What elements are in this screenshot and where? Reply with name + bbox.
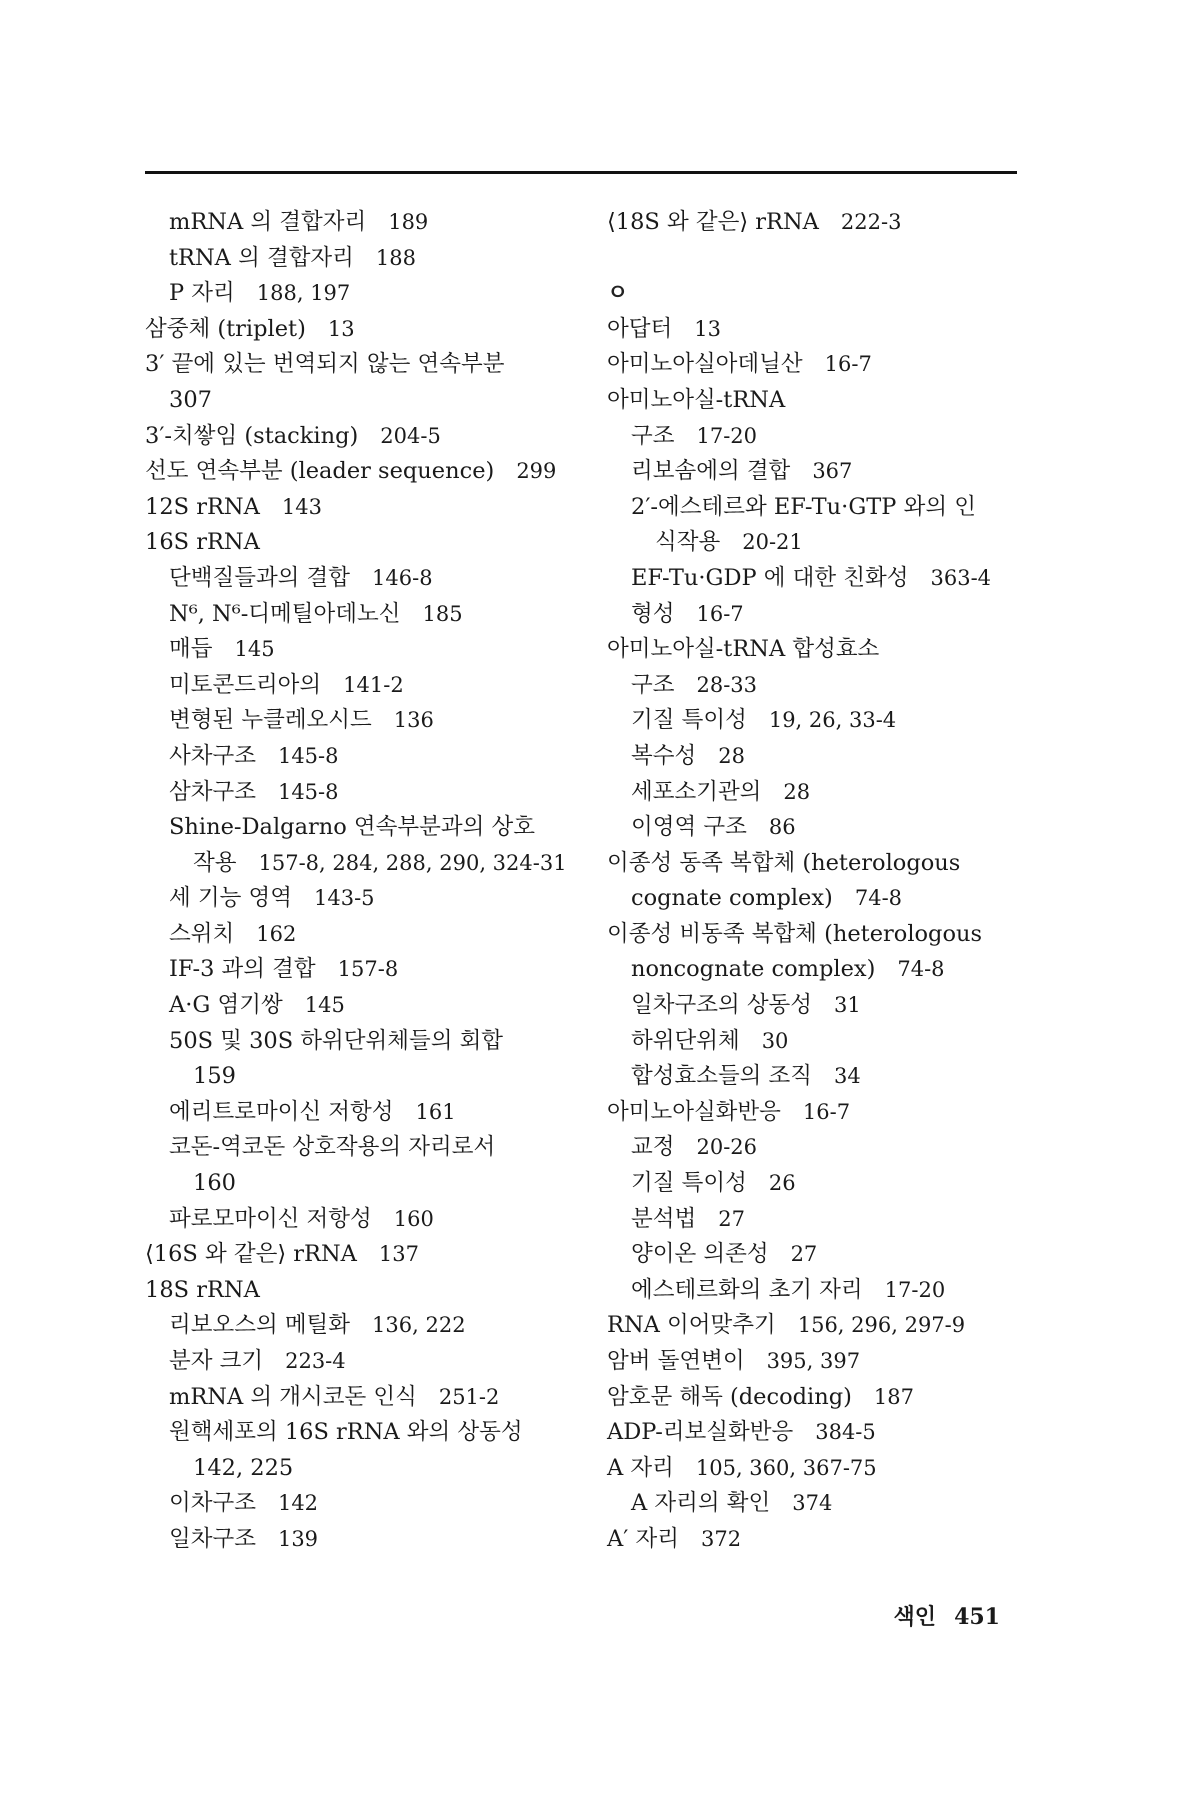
index-term: 일차구조 [169,1525,256,1552]
index-term: 아미노아실화반응 [607,1098,781,1125]
index-term: EF-Tu·GDP 에 대한 친화성 [631,564,909,591]
index-entry [145,454,585,490]
index-entry [607,561,1027,597]
index-term: 구조 [631,671,675,698]
index-term: N⁶, N⁶-디메틸아데노신 [169,600,401,627]
index-term: 파로모마이신 저항성 [169,1205,372,1232]
index-entry [607,347,1027,383]
index-term: 142, 225 [193,1454,294,1481]
index-term: 12S rRNA [145,493,260,520]
index-entry [607,988,1027,1024]
index-term: mRNA 의 결합자리 [169,209,367,235]
index-entry [607,810,1027,846]
index-pages: 27 [790,1242,818,1267]
index-term: 리보솜에의 결합 [631,458,791,485]
index-entry [145,419,585,455]
index-entry [145,988,585,1024]
index-pages: 16-7 [802,1099,851,1124]
index-term: 일차구조의 상동성 [631,992,813,1019]
index-term: 미토콘드리아의 [169,671,322,698]
index-entry [145,1166,585,1202]
index-term: 세 기능 영역 [169,885,292,912]
index-term: A·G 염기쌍 [169,992,283,1019]
index-entry [607,597,1027,633]
index-term: 이종성 동족 복합체 (heterologous [607,849,961,876]
index-term: mRNA 의 개시코돈 인식 [169,1383,417,1410]
index-entry [607,490,1027,526]
index-term: 교정 [631,1134,675,1161]
index-term: 구조 [631,422,675,449]
index-term: 2′-에스테르와 EF-Tu·GTP 와의 인 [631,493,976,520]
index-term: 에리트로마이신 저항성 [169,1098,394,1125]
index-entry [145,846,585,882]
index-entry [145,1273,585,1309]
index-pages: 143 [281,494,322,519]
index-entry [607,1130,1027,1166]
index-entry [145,668,585,704]
index-term: ⟨18S 와 같은⟩ rRNA [607,209,819,235]
index-entry [145,1202,585,1238]
index-pages: 19, 26, 33-4 [768,708,897,733]
index-entry [145,205,585,241]
index-entry [145,703,585,739]
index-column-left [145,205,585,1558]
index-entry [607,1380,1027,1416]
index-pages: 185 [422,601,463,626]
index-term: RNA 이어맞추기 [607,1312,776,1339]
index-pages: 30 [761,1028,789,1053]
index-pages: 251-2 [438,1384,500,1409]
index-pages: 367 [812,459,853,484]
index-pages: 363-4 [930,565,992,590]
index-term: 기질 특이성 [631,1170,747,1197]
index-entry [607,241,1027,277]
index-pages: 187 [873,1384,914,1409]
index-column-right [607,205,1027,1558]
index-term: 복수성 [631,742,697,769]
index-pages: 157-8, 284, 288, 290, 324-31 [258,850,567,875]
index-pages: 189 [388,210,429,234]
page-number: 451 [954,1604,1000,1630]
index-pages: 141-2 [343,672,404,697]
index-entry [145,1451,585,1487]
index-pages: 28 [783,779,811,804]
index-term: A 자리의 확인 [631,1490,771,1517]
index-term: 매듭 [169,636,213,663]
index-term: 16S rRNA [145,529,260,556]
index-entry [607,525,1027,561]
index-entry [145,347,585,383]
index-pages: 145 [304,993,345,1018]
index-entry [145,561,585,597]
index-entry [607,881,1027,917]
index-entry [607,917,1027,953]
index-pages: 223-4 [285,1349,346,1373]
header-rule [145,171,1017,174]
index-entry [607,1344,1027,1380]
index-term: 아답터 [607,315,673,342]
index-entry [607,1202,1027,1238]
index-pages: 188 [375,245,416,270]
index-entry [145,1415,585,1451]
index-term: 이종성 비동족 복합체 (heterologous [607,920,983,947]
index-pages: 86 [768,815,796,840]
index-entry [607,1273,1027,1309]
index-entry [145,632,585,668]
index-term: 18S rRNA [145,1276,260,1303]
index-term: 3′ 끝에 있는 번역되지 않는 연속부분 [145,351,505,378]
index-entry [607,775,1027,811]
index-pages: 74-8 [854,886,903,911]
footer-label: 색인 [893,1604,937,1630]
index-pages: 28 [718,743,745,768]
index-entry [607,383,1027,419]
index-pages: 74-8 [897,957,945,982]
index-pages: 157-8 [337,957,399,982]
index-pages: 136 [393,708,434,733]
index-entry [607,668,1027,704]
index-term: ADP-리보실화반응 [607,1419,794,1446]
index-entry [145,383,585,419]
index-pages: 145 [234,637,275,662]
index-entry [607,454,1027,490]
index-entry [145,1344,585,1380]
index-term: 형성 [631,600,675,627]
index-term: 합성효소들의 조직 [631,1063,813,1090]
index-pages: 105, 360, 367-75 [695,1455,877,1480]
index-pages: 26 [768,1171,796,1196]
index-term: 삼차구조 [169,778,256,805]
index-term: ⟨16S 와 같은⟩ rRNA [145,1241,357,1268]
index-entry [145,917,585,953]
index-term: 단백질들과의 결합 [169,564,351,591]
index-term: 분석법 [631,1205,697,1232]
index-pages: 299 [516,459,557,484]
index-pages: 188, 197 [256,281,351,306]
index-entry [607,1486,1027,1522]
index-entry [145,1308,585,1344]
index-term: IF-3 과의 결합 [169,956,316,983]
index-pages: 162 [256,921,297,946]
index-term: 분자 크기 [169,1348,264,1374]
index-term: 아미노아실아데닐산 [607,351,803,378]
index-term: A 자리 [607,1454,674,1481]
index-entry [607,1059,1027,1095]
index-entry [145,597,585,633]
index-term: 3′-치쌓임 (stacking) [145,422,359,449]
index-pages: 156, 296, 297-9 [797,1313,966,1338]
index-term: 식작용 [655,529,721,556]
index-entry [607,1024,1027,1060]
index-term: 기질 특이성 [631,707,747,734]
index-entry [145,881,585,917]
index-pages: 16-7 [824,352,872,377]
index-entry [145,312,585,348]
index-entry [145,1486,585,1522]
section-letter: ㅇ [607,281,629,307]
index-pages: 160 [393,1206,434,1231]
index-term: Shine-Dalgarno 연속부분과의 상호 [169,814,535,841]
index-pages: 139 [277,1526,319,1551]
index-term: 세포소기관의 [631,778,762,805]
index-term: 양이온 의존성 [631,1241,769,1268]
index-pages: 145-8 [277,779,339,804]
index-term: 변형된 누클레오시드 [169,707,372,734]
index-entry [607,1415,1027,1451]
index-pages: 27 [718,1206,745,1231]
index-term: 아미노아실-tRNA 합성효소 [607,636,880,663]
index-pages: 31 [834,993,861,1018]
index-pages: 16-7 [696,601,744,626]
index-entry [145,775,585,811]
index-term: 암호문 해독 (decoding) [607,1383,852,1410]
index-pages: 28-33 [696,672,758,697]
index-term: 아미노아실-tRNA [607,386,786,413]
index-entry [145,1059,585,1095]
index-pages: 145-8 [277,743,339,768]
index-entry [145,1522,585,1558]
index-pages: 204-5 [380,423,441,448]
index-entry [607,1522,1027,1558]
index-pages: 17-20 [696,423,758,448]
index-term: 159 [193,1063,236,1090]
index-term: 이영역 구조 [631,814,747,841]
index-entry [607,703,1027,739]
index-pages: 161 [415,1099,456,1124]
index-term: 에스테르화의 초기 자리 [631,1276,863,1303]
index-term: 삼중체 (triplet) [145,315,306,342]
index-entry [607,1237,1027,1273]
index-entry [145,1130,585,1166]
index-term: noncognate complex) [631,956,876,983]
index-pages: 20-26 [696,1135,758,1160]
index-entry [607,312,1027,348]
index-term: P 자리 [169,280,235,307]
index-entry [145,952,585,988]
index-entry [607,739,1027,775]
index-pages: 222-3 [840,210,902,234]
index-term: 사차구조 [169,742,256,769]
index-entry [145,1237,585,1273]
index-term: 선도 연속부분 (leader sequence) [145,458,495,485]
page-footer [894,1600,1000,1631]
index-term: cognate complex) [631,885,833,912]
index-pages: 17-20 [884,1277,946,1302]
index-term: 원핵세포의 16S rRNA 와의 상동성 [169,1419,523,1446]
index-term: 50S 및 30S 하위단위체들의 회합 [169,1027,504,1054]
index-pages: 372 [700,1526,742,1551]
index-term: 이차구조 [169,1490,256,1517]
index-term: tRNA 의 결합자리 [169,244,354,271]
index-entry [145,739,585,775]
index-pages: 374 [792,1491,833,1516]
index-term: 암버 돌연변이 [607,1348,745,1374]
index-entry [145,1095,585,1131]
index-entry [145,490,585,526]
index-pages: 136, 222 [372,1313,466,1338]
index-term: 리보오스의 메틸화 [169,1312,351,1339]
index-pages: 142 [277,1491,319,1516]
index-term: 하위단위체 [631,1027,740,1054]
index-entry [145,276,585,312]
index-term: 스위치 [169,920,235,947]
index-pages: 384-5 [815,1420,876,1445]
index-entry [145,241,585,277]
index-entry [607,1308,1027,1344]
index-pages: 13 [327,316,355,341]
index-entry [607,632,1027,668]
index-pages: 137 [378,1242,419,1267]
index-entry [607,1166,1027,1202]
index-pages: 395, 397 [766,1349,861,1373]
index-pages: 143-5 [313,886,375,911]
index-entry [607,276,1027,312]
index-pages: 34 [834,1064,861,1089]
index-term: 코돈-역코돈 상호작용의 자리로서 [169,1134,496,1161]
index-term: 160 [193,1170,236,1197]
index-entry [607,1095,1027,1131]
index-entry [607,205,1027,241]
index-entry [607,846,1027,882]
index-entry [607,1451,1027,1487]
index-entry [145,1380,585,1416]
index-entry [607,952,1027,988]
index-entry [145,525,585,561]
index-entry [145,1024,585,1060]
index-entry [607,419,1027,455]
index-pages: 13 [694,316,721,341]
index-entry [145,810,585,846]
index-term: A′ 자리 [607,1525,679,1552]
index-term: 작용 [193,849,237,876]
index-term: 307 [169,386,212,413]
index-pages: 20-21 [742,530,803,555]
index-pages: 146-8 [372,565,433,590]
